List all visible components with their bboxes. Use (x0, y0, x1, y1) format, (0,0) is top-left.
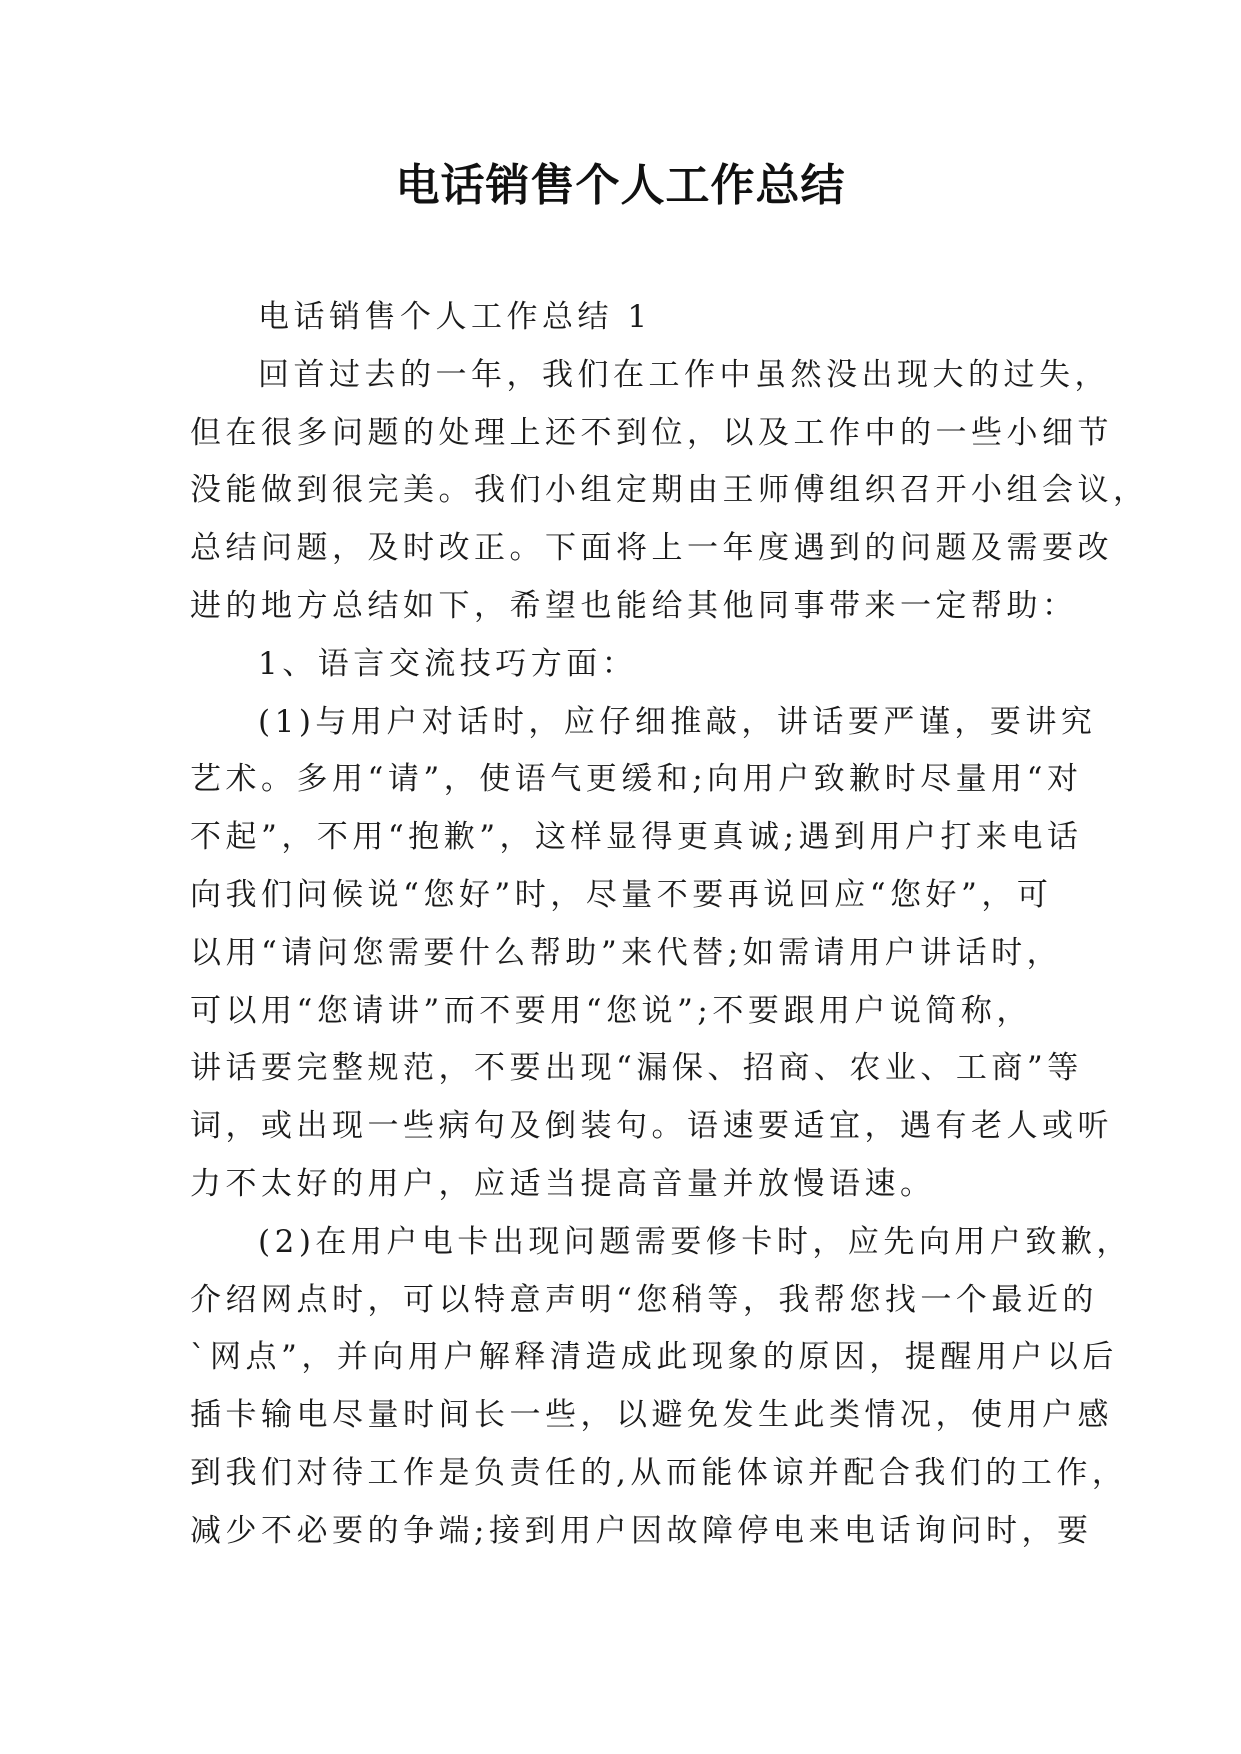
text-line: 向我们问候说“您好”时，尽量不要再说回应“您好”，可 (190, 876, 1053, 913)
document-body (190, 289, 1149, 1561)
text-line: 艺术。多用“请”，使语气更缓和;向用户致歉时尽量用“对 (190, 761, 1083, 798)
text-line: 总结问题，及时改正。下面将上一年度遇到的问题及需要改 (190, 530, 1113, 567)
text-line: 力不太好的用户，应适当提高音量并放慢语速。 (190, 1165, 936, 1202)
text-line: (2)在用户电卡出现问题需要修卡时，应先向用户致歉， (258, 1223, 1132, 1260)
text-line: `网点”，并向用户解释清造成此现象的原因，提醒用户以后 (190, 1339, 1118, 1376)
text-line: 词，或出现一些病句及倒装句。语速要适宜，遇有老人或听 (190, 1108, 1113, 1145)
text-line: 没能做到很完美。我们小组定期由王师傅组织召开小组会议， (190, 472, 1149, 509)
text-line: 以用“请问您需要什么帮助”来代替;如需请用户讲话时， (190, 934, 1063, 971)
text-line: 插卡输电尽量时间长一些，以避免发生此类情况，使用户感 (190, 1397, 1113, 1434)
text-line: 进的地方总结如下，希望也能给其他同事带来一定帮助： (190, 587, 1078, 624)
text-line: 介绍网点时，可以特意声明“您稍等，我帮您找一个最近的 (190, 1281, 1098, 1318)
text-line: 可以用“您请讲”而不要用“您说”;不要跟用户说简称， (190, 992, 1032, 1029)
text-line: 不起”，不用“抱歉”，这样显得更真诚;遇到用户打来电话 (190, 819, 1083, 856)
document-title: 电话销售个人工作总结 (395, 160, 846, 211)
text-line: 回首过去的一年，我们在工作中虽然没出现大的过失， (258, 356, 1110, 393)
text-line: 但在很多问题的处理上还不到位，以及工作中的一些小细节 (190, 414, 1113, 451)
text-line: 讲话要完整规范，不要出现“漏保、招商、农业、工商”等 (190, 1050, 1083, 1087)
text-line: (1)与用户对话时，应仔细推敲，讲话要严谨，要讲究 (258, 703, 1097, 740)
text-line: 电话销售个人工作总结 1 (258, 299, 652, 335)
text-line: 减少不必要的争端;接到用户因故障停电来电话询问时，要 (190, 1512, 1093, 1549)
text-line: 到我们对待工作是负责任的,从而能体谅并配合我们的工作， (190, 1454, 1128, 1491)
text-line: 1、语言交流技巧方面： (258, 645, 638, 682)
